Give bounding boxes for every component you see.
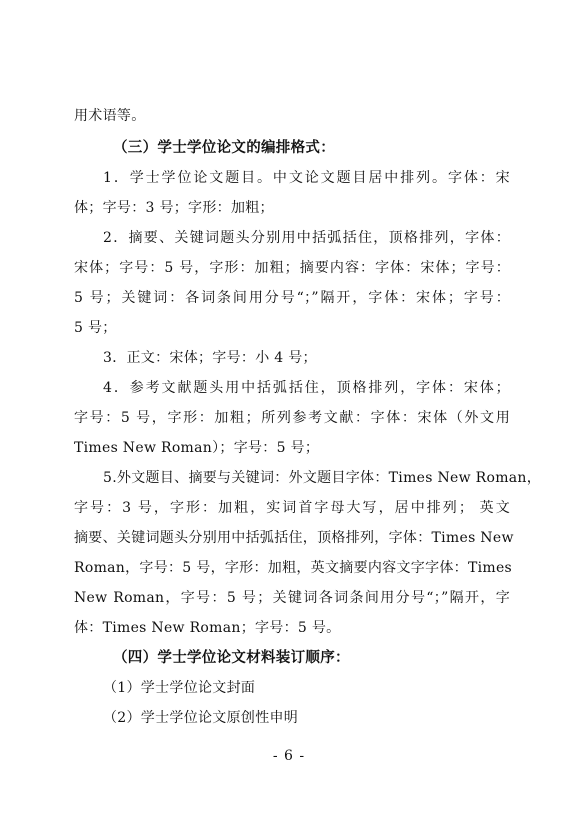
text-line-6: 5 号；关键词：各词条间用分号“；”隔开，字体：宋体；字号： [74,290,510,306]
text-line-15: Roman，字号：5 号，字形：加粗，英文摘要内容文字字体：Times [74,560,513,576]
text-line-7: 5 号； [74,320,117,336]
text-line-8: 3．正文：宋体；字号：小 4 号； [103,350,317,366]
text-line-12: 5.外文题目、摘要与关键词：外文题目字体：Times New Roman， [103,470,542,486]
text-line-13: 字号：3 号，字形：加粗，实词首字母大写，居中排列； 英文 [74,500,510,516]
text-line-17: 体：Times New Roman；字号：5 号。 [74,620,341,636]
text-line-10: 字号：5 号，字形：加粗；所列参考文献：字体：宋体（外文用 [74,410,510,426]
list-item-2: （2）学士学位论文原创性申明 [103,710,299,726]
page-number: - 6 - [272,748,306,764]
section-heading-3: （三）学士学位论文的编排格式： [113,139,335,156]
text-line-1: 用术语等。 [74,108,146,124]
text-line-4: 2．摘要、关键词题头分别用中括弧括住，顶格排列，字体： [103,230,510,246]
list-item-1: （1）学士学位论文封面 [103,680,256,696]
text-line-9: 4．参考文献题头用中括弧括住，顶格排列，字体：宋体； [103,380,510,396]
text-line-11: Times New Roman）；字号：5 号； [74,440,320,456]
text-line-16: New Roman，字号：5 号；关键词各词条间用分号“；”隔开，字 [74,590,510,606]
text-line-5: 宋体；字号：5 号，字形：加粗；摘要内容：字体：宋体；字号： [74,260,510,276]
text-line-14: 摘要、关键词题头分别用中括弧括住，顶格排列，字体：Times New [74,530,514,546]
section-heading-4: （四）学士学位论文材料装订顺序： [113,649,350,666]
text-line-2: 1．学士学位论文题目。中文论文题目居中排列。字体：宋 [103,170,510,186]
text-line-3: 体；字号：3 号；字形：加粗； [74,200,274,216]
